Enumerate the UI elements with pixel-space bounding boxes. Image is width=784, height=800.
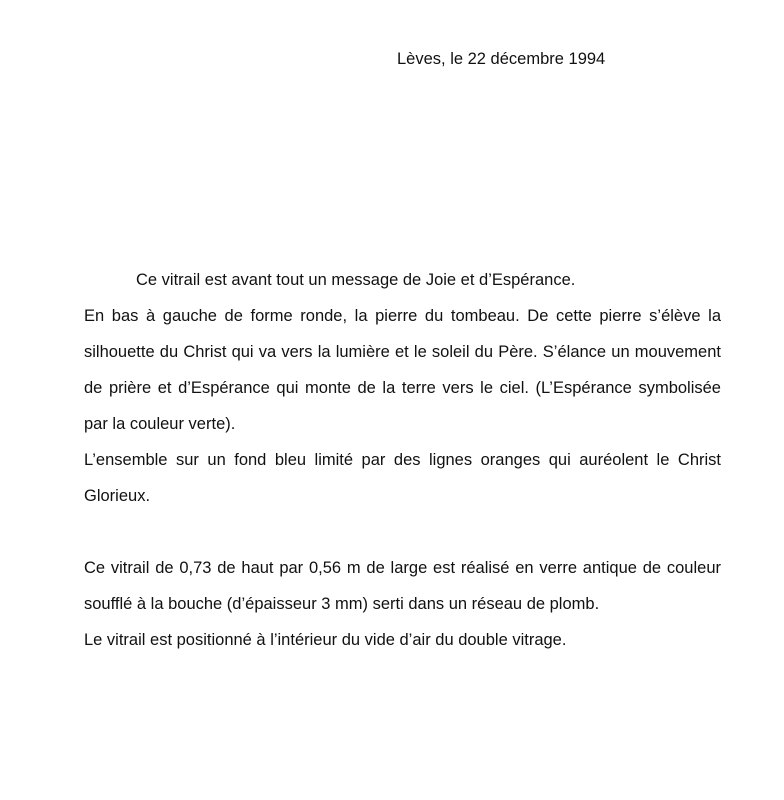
letter-body — [84, 262, 721, 658]
paragraph-background: L’ensemble sur un fond bleu limité par des lignes oranges qui auréolent le Christ Glorieux. — [84, 451, 721, 505]
paragraph-description: En bas à gauche de forme ronde, la pierre du tombeau. De cette pierre s’élève la silhouette du Christ qui va vers la lumière et le soleil du Père. S’élance un mouvement de prière et d’Espérance qui monte de la terre vers le ciel. (L’Espérance symbolisée par la couleur verte). — [84, 307, 721, 433]
paragraph-position: Le vitrail est positionné à l’intérieur du vide d’air du double vitrage. — [84, 631, 567, 649]
paragraph-dimensions: Ce vitrail de 0,73 de haut par 0,56 m de large est réalisé en verre antique de couleur soufflé à la bouche (d’épaisseur 3 mm) serti dans un réseau de plomb. — [84, 559, 721, 613]
place-and-date: Lèves, le 22 décembre 1994 — [397, 50, 606, 68]
paragraph-intro: Ce vitrail est avant tout un message de Joie et d’Espérance. — [136, 271, 576, 289]
